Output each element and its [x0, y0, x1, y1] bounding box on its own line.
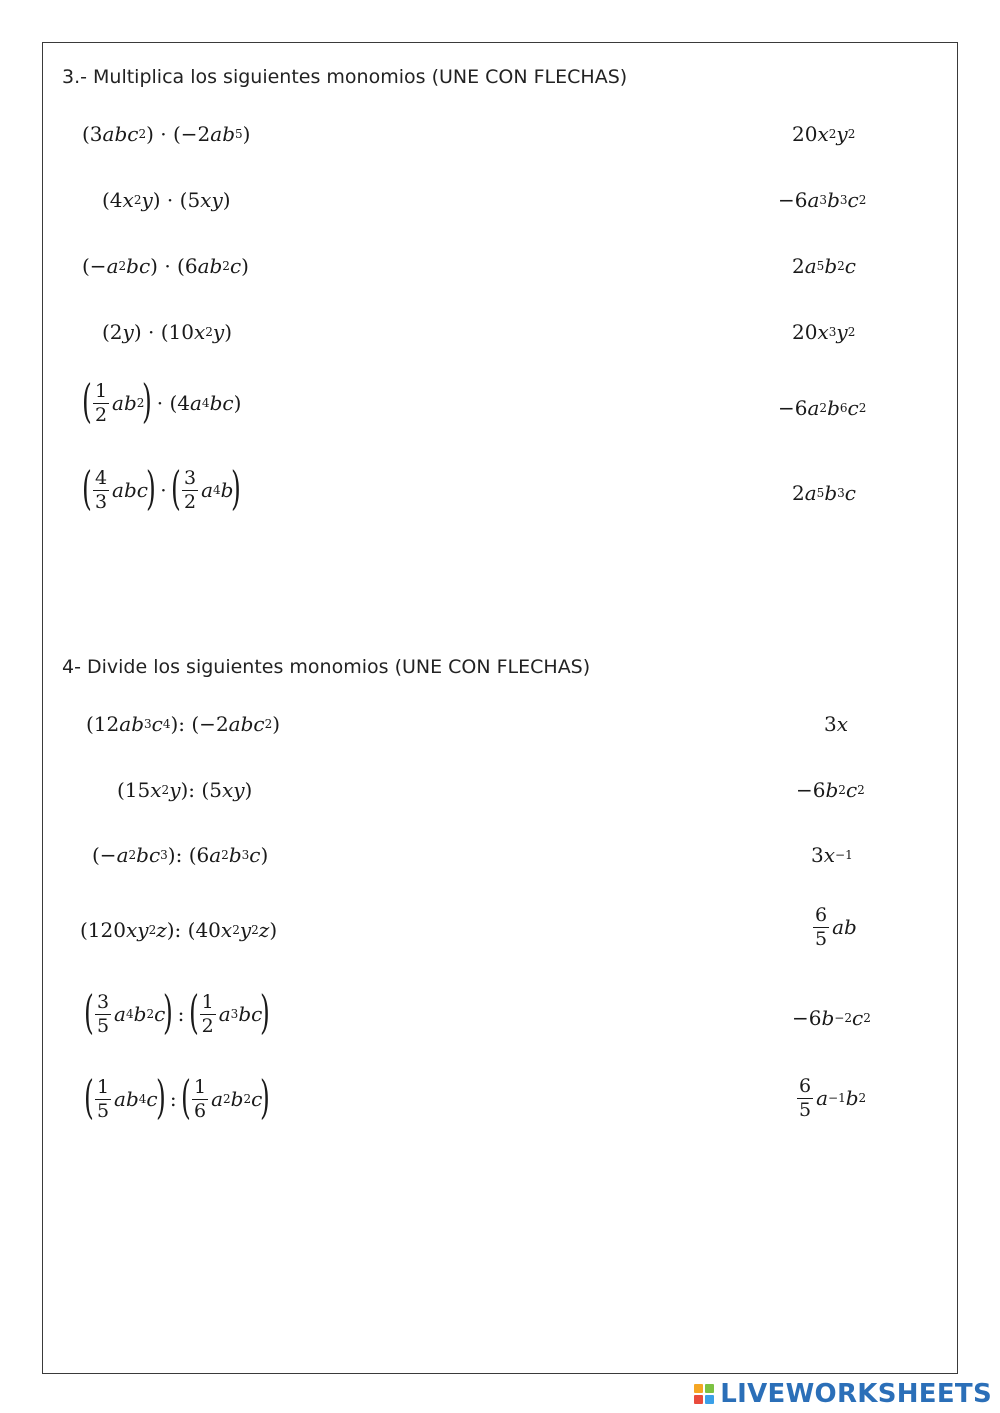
divide-expression-2: (15 x 2 y ): (5 xy ): [117, 778, 253, 802]
multiply-answer-1: 20 x 2 y 2: [792, 122, 856, 146]
multiply-expression-6: ( $\frac{4}{3}$ abc ) · ( $\frac{3}{2}$ a 4 b ): [82, 461, 242, 515]
multiply-answer-5: −6 a 2 b 6 c 2: [778, 396, 867, 420]
divide-answer-5: −6 b −2 c 2: [792, 1006, 871, 1030]
section-4-heading: 4- Divide los siguientes monomios (UNE CON FLECHAS): [62, 656, 591, 678]
logo-text: LIVEWORKSHEETS: [720, 1379, 992, 1409]
divide-answer-3: 3 x −1: [811, 843, 853, 867]
multiply-answer-4: 20 x 3 y 2: [792, 320, 856, 344]
divide-answer-6: $\frac{6}{5}$ a −1 b 2: [799, 1075, 867, 1121]
logo-mark-icon: [694, 1382, 716, 1406]
divide-answer-2: −6 b 2 c 2: [796, 778, 865, 802]
multiply-answer-6: 2 a 5 b 3 c: [792, 481, 856, 505]
divide-expression-6: ( $\frac{1}{5}$ ab 4 c ) : ( $\frac{1}{6}$ a 2 b 2 c ): [84, 1070, 271, 1124]
multiply-expression-1: (3 abc 2 ) · (−2 ab 5 ): [82, 122, 251, 146]
multiply-expression-2: (4 x 2 y ) · (5 xy ): [102, 188, 231, 212]
multiply-expression-3: (− a 2 bc ) · (6 ab 2 c ): [82, 254, 249, 278]
divide-expression-1: (12 ab 3 c 4 ): (−2 abc 2 ): [86, 712, 281, 736]
multiply-expression-5: ( $\frac{1}{2}$ ab 2 ) · (4 a 4 bc ): [82, 374, 242, 428]
liveworksheets-logo: [694, 1377, 992, 1411]
multiply-answer-3: 2 a 5 b 2 c: [792, 254, 856, 278]
section-3-heading: 3.- Multiplica los siguientes monomios (UNE CON FLECHAS): [62, 66, 628, 88]
divide-answer-4: $\frac{6}{5}$ ab: [815, 904, 857, 950]
multiply-answer-2: −6 a 3 b 3 c 2: [778, 188, 867, 212]
divide-answer-1: 3 x: [824, 712, 849, 736]
divide-expression-4: (120 xy 2 z ): (40 x 2 y 2 z ): [80, 918, 278, 942]
divide-expression-5: ( $\frac{3}{5}$ a 4 b 2 c ) : ( $\frac{1}{2}$ a 3 bc ): [84, 985, 271, 1039]
divide-expression-3: (− a 2 bc 3 ): (6 a 2 b 3 c ): [92, 843, 269, 867]
worksheet-frame: [42, 42, 958, 1374]
multiply-expression-4: (2 y ) · (10 x 2 y ): [102, 320, 233, 344]
